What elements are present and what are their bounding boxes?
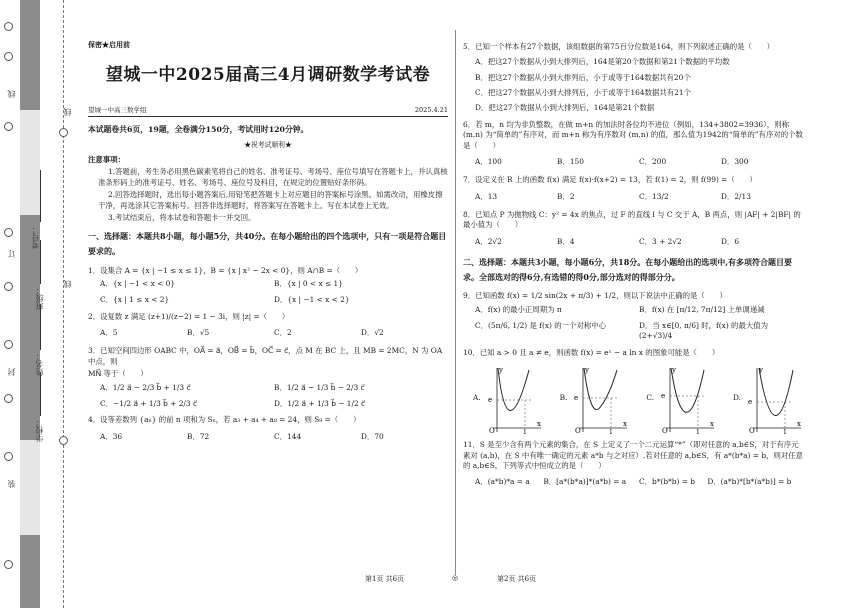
option-d[interactable]: D．300 <box>721 156 749 166</box>
question-3: 3．已知空间四边形 OABC 中，OA⃗ = a⃗，OB⃗ = b⃗，OC⃗ = c⃗，点 M 在 BC 上，且 MB = 2MC，N 为 OA 中点，则 <box>88 346 443 366</box>
exam-no-label: 考号： <box>31 225 40 249</box>
option-d[interactable]: D．6 <box>721 236 740 246</box>
option-c[interactable]: C．b*(b*b) = b <box>638 477 696 487</box>
option-a[interactable]: A．f(x) 的最小正周期为 π <box>475 304 562 314</box>
strip-window <box>20 440 40 535</box>
graph-option-c[interactable] <box>646 362 716 434</box>
axis-y-label: y <box>759 366 763 375</box>
option-c[interactable]: C．(5π/6, 1/2) 是 f(x) 的一个对称中心 <box>475 321 607 331</box>
strip-window <box>20 110 40 215</box>
hole-circle <box>4 282 13 291</box>
school-name: 望城一中高三数学组 <box>88 105 147 114</box>
graph-label: D. <box>732 393 741 403</box>
option-a[interactable]: A．13 <box>475 191 498 201</box>
school-field[interactable] <box>40 372 41 416</box>
graph-option-b[interactable] <box>560 362 630 434</box>
good-luck: ★祝考试顺利★ <box>244 140 292 149</box>
option-a[interactable]: A．5 <box>100 328 118 338</box>
note-item: 2.回答选择题时，选出每小题答案后,用铅笔把答题卡上对应题目的答案标号涂黑。如需改动，用橡皮擦干净，再选涂其它答案标号。回答非选择题时，将答案写在答题卡上。写在本试卷上无效。 <box>98 190 443 210</box>
page-number-right: 第2页 共6页 <box>497 575 537 583</box>
question-1: 1．设集合 A = {x | −1 ≤ x ≤ 1}，B = {x | x² − 2x < 0}，则 A∩B =（ ） <box>88 265 363 275</box>
graph-option-d[interactable] <box>733 362 803 434</box>
one-label: 1 <box>696 429 700 435</box>
origin-label: O <box>575 427 582 435</box>
option-b[interactable]: B．1/2 a⃗ − 1/3 b⃗ − 2/3 c⃗ <box>274 382 365 392</box>
axis-x-label: x <box>710 420 715 429</box>
q10-graphs <box>473 362 803 434</box>
question-7: 7．设定义在 R 上的函数 f(x) 满足 f(x)·f(x+2) = 13，若 f(1) = 2，则 f(99) =（ ） <box>463 175 757 185</box>
option-c[interactable]: C．3 + 2√2 <box>639 236 682 246</box>
graph-label: C. <box>646 393 655 403</box>
notes-title: 注意事项： <box>88 155 125 165</box>
left-page <box>88 28 448 586</box>
q7-options <box>475 192 803 202</box>
note-item: 3.考试结束后，将本试卷和答题卡一并交回。 <box>108 212 256 222</box>
option-a[interactable]: A．2√2 <box>475 236 502 246</box>
section-2-heading: 二、选择题：本题共3小题，每小题6分，共18分。在每小题给出的选项中,有多项符合题目要求。全部选对的得6分,有选错的得0分,部分选对的得部分分。 <box>463 257 793 283</box>
option-a[interactable]: A．(a*b)*a = a <box>475 477 530 487</box>
question-8: 8．已知点 P 为抛物线 C：y² = 4x 的焦点，过 F 的直线 l 与 C 交于 A，B 两点，则 |AF| + 2|BF| 的最小值为（ ） <box>463 209 801 230</box>
option-b[interactable]: B．f(x) 在 [π/12, 7π/12] 上单调递减 <box>639 304 765 314</box>
axis-y-label: y <box>498 366 503 375</box>
question-10: 10．已知 a > 0 且 a ≠ e，则函数 f(x) = eˣ − a ln x 的图象可能是（ ） <box>463 347 720 357</box>
e-label: e <box>661 392 666 401</box>
option-b[interactable]: B．[a*(b*a)]*(a*b) = a <box>543 477 627 487</box>
school-row <box>88 106 448 117</box>
one-label: 1 <box>783 429 787 435</box>
graph-label: B. <box>559 393 568 403</box>
question-9: 9．已知函数 f(x) = 1/2 sin(2x + π/3) + 1/2，则以下说法中正确的是（ ） <box>463 291 727 301</box>
page-divider <box>455 30 456 575</box>
question-2: 2．设复数 z 满足 (z+1)/(z−2) = 1 − 3i，则 |z| =（ ） <box>88 311 290 321</box>
notes <box>88 167 448 223</box>
line-text-right: 线 <box>63 280 72 288</box>
one-label: 1 <box>609 429 614 435</box>
one-label: 1 <box>522 429 527 435</box>
name-field[interactable] <box>40 304 41 350</box>
question-11: 11．S 是至少含有两个元素的集合，在 S 上定义了一个二元运算“*”（即对任意的 a,b∈S，对于有序元素对 (a,b)，在 S 中有唯一确定的元素 a*b 与之对应）.若对任意的 a,b∈S，有 a*(b*a) = b，则对任意的 a,b∈S，下列等式中恒成立的是（ ） <box>463 440 804 470</box>
option-d[interactable]: D．{x | −1 < x < 2} <box>274 295 350 305</box>
name-label: 姓名： <box>35 352 44 376</box>
note-item: 1.答题前，考生务必用黑色碳素笔将自己的姓名、准考证号、考场号、座位号填写在答题卡上，并认真核准条形码上的准考证号、姓名、考场号、座位号及科目，在规定的位置贴好条形码。 <box>98 167 448 187</box>
q2-options <box>100 328 448 338</box>
question-5: 5．已知一个样本有27个数据，该组数据的第75百分位数是164，则下列叙述正确的是（ ） <box>463 42 775 51</box>
hole-circle <box>4 340 13 349</box>
graph-d-plot <box>745 362 803 434</box>
axis-y-label: y <box>672 366 677 375</box>
origin-label: O <box>662 427 668 435</box>
graph-c-plot <box>658 362 716 434</box>
exam-title: 望城一中2025届高三4月调研数学考试卷 <box>105 64 431 85</box>
school-label: 学校： <box>35 418 44 442</box>
option-c[interactable]: C．把这27个数据从小到大排列后，小于或等于164数据共有21个 <box>475 88 691 98</box>
e-label: e <box>574 394 579 403</box>
q1-options <box>100 279 448 306</box>
exam-scope: 本试题卷共6页，19题，全卷满分150分，考试用时120分钟。 <box>88 124 309 134</box>
class-field[interactable] <box>40 240 41 284</box>
option-a[interactable]: A．1/2 a⃗ − 2/3 b⃗ + 1/3 c⃗ <box>100 382 191 392</box>
exam-no-field[interactable] <box>40 170 41 222</box>
option-b[interactable]: B．4 <box>557 236 575 246</box>
option-a[interactable]: A．把这27个数据从小到大排列后，164是第20个数据和第21个数据的平均数 <box>475 57 730 67</box>
q8-options <box>475 237 803 247</box>
origin-label: O <box>749 427 755 435</box>
hole-circle <box>4 452 13 461</box>
binding-line <box>63 0 64 608</box>
axis-x-label: x <box>797 420 801 429</box>
q3-options <box>100 383 448 410</box>
hole-circle <box>4 560 13 569</box>
hole-circle <box>4 228 13 237</box>
section-1-heading: 一、选择题：本题共8小题，每小题5分，共40分。在每小题给出的四个选项中，只有一项是符合题目要求的。 <box>88 231 447 257</box>
hole-circle <box>59 128 68 137</box>
option-b[interactable]: B．把这27个数据从小到大排列后，小于或等于164数据共有20个 <box>475 72 691 82</box>
option-d[interactable]: D．把这27个数据从小到大排列后，164是第21个数据 <box>475 103 655 113</box>
class-label: 班级： <box>35 286 44 310</box>
hole-circle <box>4 22 13 31</box>
option-d[interactable]: D．1/2 a⃗ + 1/3 b⃗ − 1/2 c⃗ <box>274 398 366 408</box>
option-c[interactable]: C．144 <box>274 431 302 441</box>
tear-text: 装 <box>7 480 16 488</box>
option-c[interactable]: C．−1/2 a⃗ + 1/3 b⃗ + 2/3 c⃗ <box>100 398 198 408</box>
graph-option-a[interactable] <box>473 362 543 434</box>
secret-mark: 保密★启用前 <box>88 40 130 49</box>
e-label: e <box>748 398 753 407</box>
q4-options <box>100 432 448 442</box>
option-a[interactable]: A．{x | −1 < x < 0} <box>100 279 176 288</box>
right-page <box>463 28 803 586</box>
graph-a-plot <box>485 362 543 434</box>
page-number-left: 第1页 共6页 <box>365 575 405 583</box>
option-b[interactable]: B．√5 <box>187 328 210 338</box>
option-d[interactable]: D．(a*b)*[b*(a*b)] = b <box>707 477 792 487</box>
e-label: e <box>487 396 492 405</box>
seal-text: 封 <box>7 368 16 376</box>
q5-options <box>475 57 803 113</box>
bind-text: 订 <box>7 250 16 258</box>
hole-circle <box>4 52 13 61</box>
axis-y-label: y <box>585 366 590 375</box>
option-d[interactable]: D．当 x∈[0, π/6] 时，f(x) 的最大值为 (2+√3)/4 <box>639 321 769 341</box>
graph-label: A. <box>473 393 481 403</box>
option-b[interactable]: B．2 <box>557 191 575 201</box>
exam-date: 2025.4.21 <box>414 105 448 114</box>
footer-mark: ◎ <box>452 574 459 582</box>
option-c[interactable]: C．13/2 <box>639 191 669 201</box>
option-b[interactable]: B．150 <box>557 156 584 166</box>
option-d[interactable]: D．2/13 <box>721 191 751 201</box>
question-3-cont: MN⃗ 等于（ ） <box>88 369 148 379</box>
q6-options <box>475 157 803 167</box>
option-a[interactable]: A．36 <box>100 431 123 441</box>
binding-margin <box>0 0 72 608</box>
graph-b-plot <box>571 362 629 434</box>
hole-circle <box>4 394 13 403</box>
option-c[interactable]: C．2 <box>274 328 292 338</box>
axis-x-label: x <box>623 420 628 429</box>
q9-options <box>475 305 803 342</box>
option-c[interactable]: C．200 <box>639 156 667 166</box>
option-d[interactable]: D．√2 <box>361 328 384 338</box>
q11-options <box>475 477 803 487</box>
option-c[interactable]: C．{x | 1 ≤ x < 2} <box>100 295 170 305</box>
option-b[interactable]: B．72 <box>187 431 210 441</box>
line-text: 线 <box>7 90 16 98</box>
hole-circle <box>4 122 13 131</box>
line-text-right: 线 <box>63 108 72 116</box>
origin-label: O <box>488 427 495 435</box>
hole-circle <box>59 436 68 445</box>
axis-x-label: x <box>536 420 541 429</box>
option-a[interactable]: A．100 <box>475 156 502 166</box>
question-6: 6．若 m，n 均为非负整数，在做 m+n 的加法时各位均不进位（例如，134+3802=3936），则称 (m,n) 为“简单的”有序对，而 m+n 称为有序数对 (m,n) 的值，那么值为1942的“简单的”有序对的个数是（ ） <box>463 119 803 150</box>
option-b[interactable]: B．{x | 0 < x ≤ 1} <box>274 279 343 288</box>
option-d[interactable]: D．70 <box>361 431 384 441</box>
question-4: 4．设等差数列 {aₙ} 的前 n 项和为 Sₙ，若 a₃ + a₄ + a₈ = 24，则 S₉ =（ ） <box>88 415 361 425</box>
